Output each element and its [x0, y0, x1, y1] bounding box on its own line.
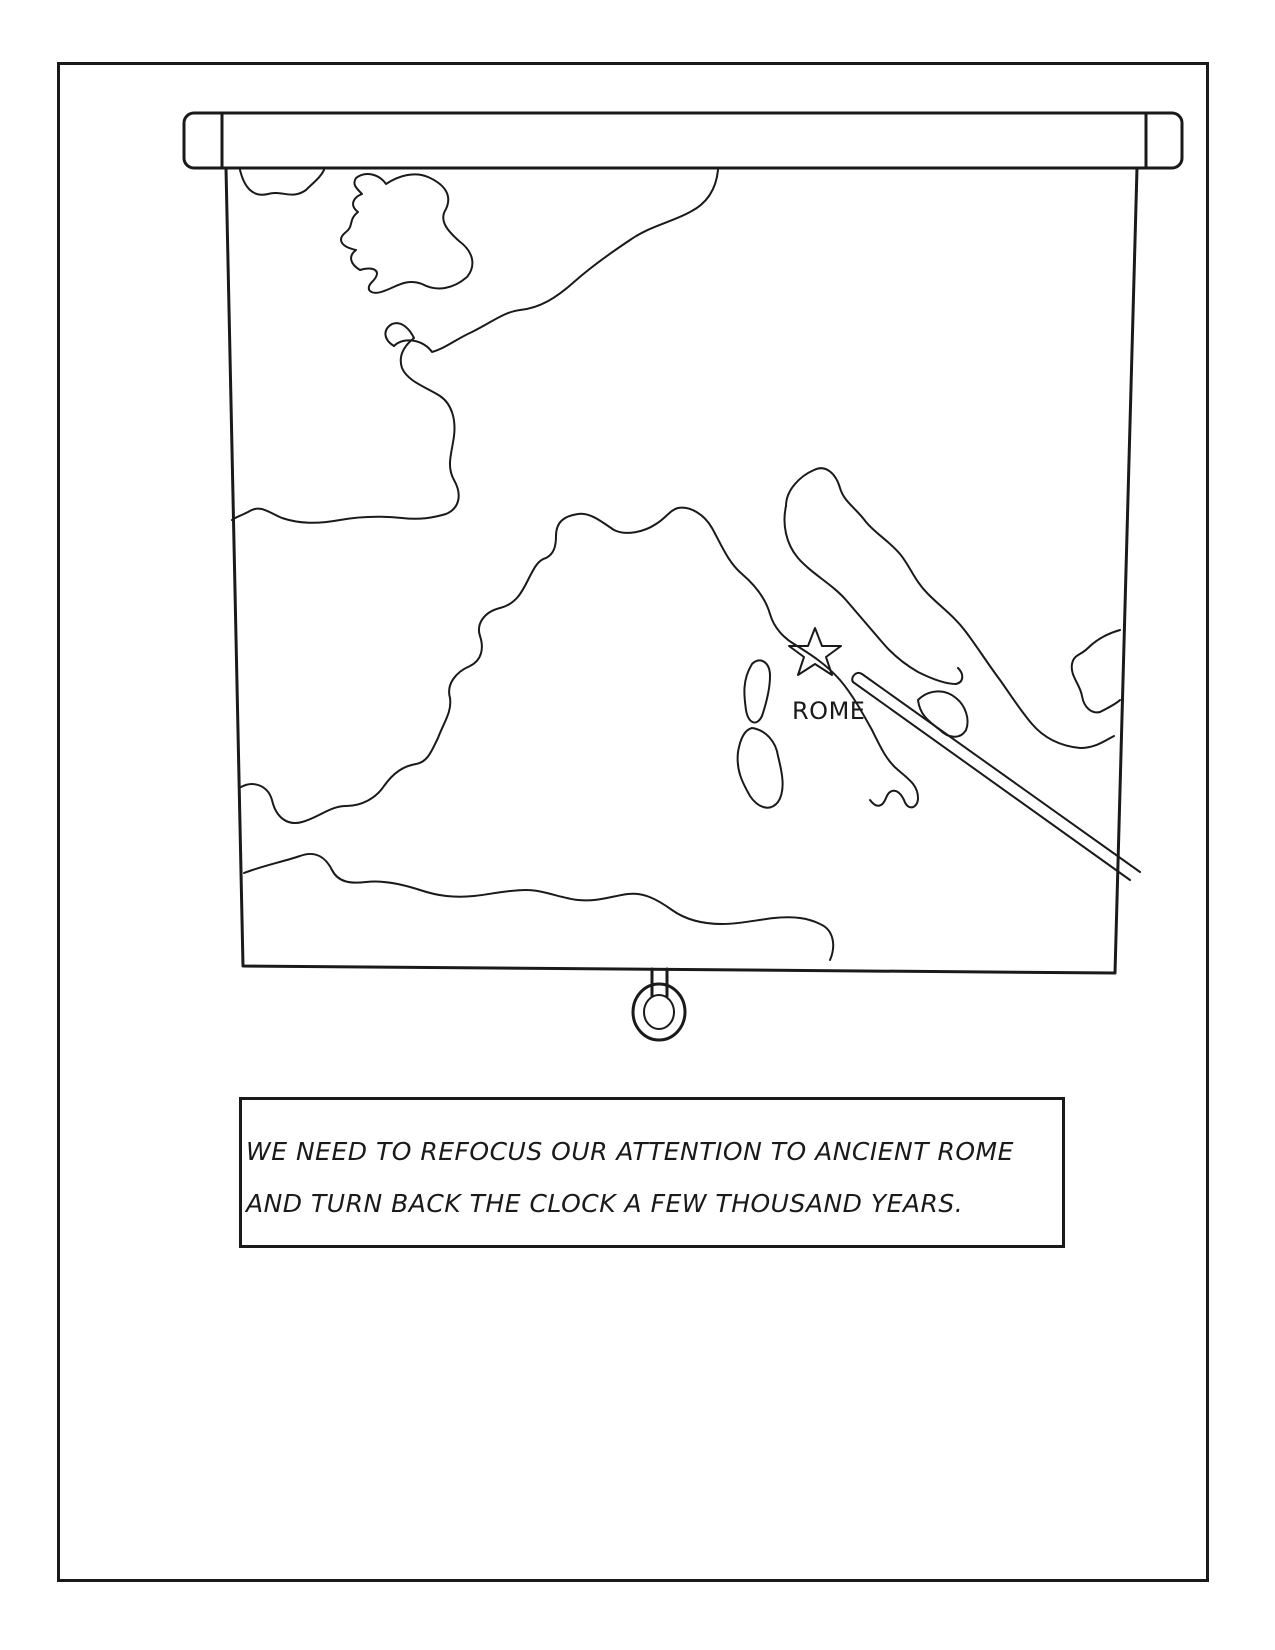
- sardinia-island: [738, 728, 783, 808]
- balkan-coastline: [1072, 630, 1120, 712]
- map-sheet: [226, 168, 1137, 973]
- map-pull-ring: [633, 969, 685, 1040]
- rome-map-label: ROME: [792, 697, 866, 725]
- mediterranean-north-coastline: [241, 508, 794, 823]
- adriatic-coastline: [785, 506, 963, 684]
- great-britain-coastline: [341, 174, 472, 293]
- northern-europe-coastline: [394, 170, 718, 352]
- southern-italy-coastline: [918, 691, 968, 736]
- caption-line-2: AND TURN BACK THE CLOCK A FEW THOUSAND YEARS.: [246, 1189, 964, 1218]
- rome-star-icon: [789, 628, 841, 675]
- italy-coastline: [794, 644, 918, 807]
- caption-line-1: WE NEED TO REFOCUS OUR ATTENTION TO ANCIENT ROME: [246, 1137, 1014, 1166]
- map-roller-bar: [184, 113, 1182, 168]
- pointer-stick: [852, 673, 1140, 880]
- france-atlantic-coastline: [232, 323, 459, 523]
- north-africa-coastline: [244, 854, 833, 960]
- northern-coastline-left: [240, 170, 324, 195]
- corsica-island: [744, 660, 770, 722]
- narration-caption-box: [239, 1097, 1065, 1248]
